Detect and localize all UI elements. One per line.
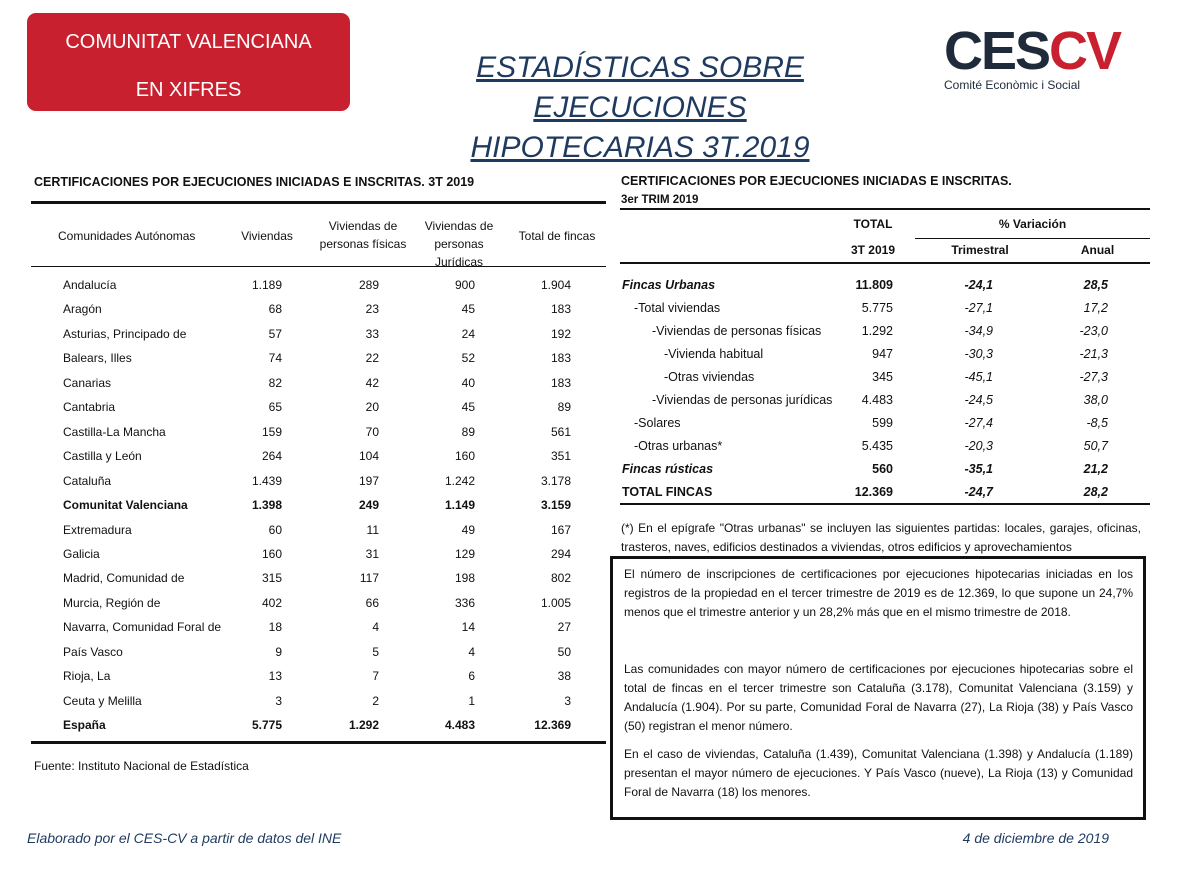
row-value: 4 — [372, 620, 379, 635]
row-label: Fincas rústicas — [622, 462, 714, 477]
row-value-total: 4.483 — [861, 393, 893, 408]
row-label: -Otras urbanas* — [634, 439, 723, 454]
source-note: Fuente: Instituto Nacional de Estadística — [34, 759, 249, 773]
row-value-anual: -23,0 — [1079, 324, 1108, 339]
col-header-anual: Anual — [1080, 243, 1115, 257]
col-header-viviendas: Viviendas — [241, 229, 293, 243]
row-value: 198 — [454, 571, 475, 586]
row-value: 6 — [468, 669, 475, 684]
row-value: 38 — [557, 669, 571, 684]
table-row — [620, 298, 1150, 321]
col-header-total-fincas: Total de fincas — [518, 229, 596, 243]
row-value-total: 947 — [872, 347, 893, 362]
cescv-logo — [944, 21, 1121, 104]
row-value-anual: 28,2 — [1083, 485, 1108, 500]
row-value: 7 — [372, 669, 379, 684]
row-value: 900 — [454, 278, 475, 292]
row-value: 1.005 — [540, 595, 571, 610]
table-row — [31, 297, 606, 321]
row-value: 70 — [365, 424, 379, 439]
row-label: Aragón — [63, 302, 102, 317]
logo-mark — [944, 21, 1121, 81]
row-value: 22 — [365, 351, 379, 366]
row-value-trim: -27,1 — [964, 301, 993, 316]
row-value-anual: 17,2 — [1083, 301, 1108, 316]
row-label: País Vasco — [63, 644, 123, 659]
row-value-total: 599 — [872, 416, 893, 431]
row-value: 5 — [372, 644, 379, 659]
row-value-anual: 21,2 — [1083, 462, 1108, 477]
col-header-variacion: % Variación — [998, 217, 1067, 231]
col-header-juridicas-line2: personas Jurídicas — [434, 237, 484, 269]
row-value-total: 12.369 — [854, 485, 893, 500]
row-value: 183 — [550, 375, 571, 390]
col-header-comunidades: Comunidades Autónomas — [58, 229, 196, 243]
row-value: 167 — [550, 522, 571, 537]
row-label: -Vivienda habitual — [664, 347, 764, 362]
row-label: -Viviendas de personas jurídicas — [652, 393, 833, 408]
badge-line-2: EN XIFRES — [135, 79, 242, 101]
row-label: Navarra, Comunidad Foral de — [63, 620, 222, 635]
table-row — [31, 689, 606, 713]
summary-paragraph-2: Las comunidades con mayor número de certificaciones por ejecuciones hipotecarias sobre el total de fincas en el tercer trimestre son Cataluña (3.178), Comunitat Valenciana (3.159) y Andalucía (1.904). Por su parte, Comunidad Foral de Navarra (27), La Rioja (38) y País Vasco (50) registran el menor número. — [624, 662, 1133, 733]
table-row — [31, 615, 606, 639]
row-label: Madrid, Comunidad de — [63, 571, 185, 586]
row-value-total: 560 — [872, 462, 893, 477]
row-value: 160 — [261, 546, 282, 561]
row-value: 89 — [557, 400, 571, 415]
col-header-juridicas-line1: Viviendas de — [424, 219, 494, 233]
row-label: España — [63, 718, 106, 733]
right-table-mid-rule — [915, 238, 1150, 239]
summary-box — [610, 556, 1146, 820]
row-value-trim: -20,3 — [964, 439, 993, 454]
row-value-trim: -30,3 — [964, 347, 993, 362]
table-row — [31, 542, 606, 566]
table-row — [31, 493, 606, 517]
row-value-anual: 38,0 — [1083, 393, 1108, 408]
row-value: 249 — [358, 498, 379, 513]
row-value: 65 — [268, 400, 282, 415]
right-table-title: CERTIFICACIONES POR EJECUCIONES INICIADAS E INSCRITAS. — [621, 174, 1012, 188]
row-value-trim: -35,1 — [964, 462, 993, 477]
otras-urbanas-note: (*) En el epígrafe "Otras urbanas" se incluyen las siguientes partidas: locales, garajes, oficinas, trasteros, naves, edificios destinados a viviendas, otros edificios y aprovechamientos — [621, 521, 1141, 554]
row-value: 57 — [268, 326, 282, 341]
row-label: Asturias, Principado de — [63, 326, 187, 341]
row-value: 2 — [372, 693, 379, 708]
left-table-header-rule — [31, 266, 606, 267]
row-value-trim: -27,4 — [964, 416, 993, 431]
row-value: 45 — [461, 302, 475, 317]
title-line-2: HIPOTECARIAS 3T.2019 — [470, 131, 810, 164]
row-value: 104 — [358, 449, 379, 464]
col-header-juridicas — [409, 217, 509, 271]
row-value: 4 — [468, 644, 475, 659]
logo-ces: CES — [944, 21, 1050, 81]
row-value: 40 — [461, 375, 475, 390]
row-value: 129 — [454, 546, 475, 561]
row-value: 45 — [461, 400, 475, 415]
row-label: Galicia — [63, 546, 100, 561]
summary-paragraph-1: El número de inscripciones de certificaciones por ejecuciones hipotecarias iniciadas en los registros de la propiedad en el tercer trimestre de 2019 es de 12.369, lo que supone un 24,7% menos que el trimestre anterior y un 28,2% más que en el mismo trimestre de 2018. — [624, 567, 1133, 619]
table-row — [620, 344, 1150, 367]
row-value-trim: -34,9 — [964, 324, 993, 339]
row-value: 315 — [261, 571, 282, 586]
row-value-trim: -45,1 — [964, 370, 993, 385]
region-badge — [27, 13, 350, 111]
table-row — [620, 436, 1150, 459]
row-value: 66 — [365, 595, 379, 610]
row-label: TOTAL FINCAS — [622, 485, 713, 500]
table-row — [31, 566, 606, 590]
row-value: 42 — [365, 375, 379, 390]
row-value: 50 — [557, 644, 571, 659]
row-value: 9 — [275, 644, 282, 659]
right-table-subtitle: 3er TRIM 2019 — [621, 194, 699, 206]
badge-line-1: COMUNITAT VALENCIANA — [65, 31, 312, 53]
row-value: 89 — [461, 424, 475, 439]
row-value: 336 — [454, 595, 475, 610]
table-row — [620, 459, 1150, 482]
row-value: 60 — [268, 522, 282, 537]
row-value: 160 — [454, 449, 475, 464]
row-value: 351 — [550, 449, 571, 464]
table-row — [620, 413, 1150, 436]
row-value: 561 — [550, 424, 571, 439]
row-value-trim: -24,7 — [964, 485, 993, 500]
row-value: 52 — [461, 351, 475, 366]
row-value: 13 — [268, 669, 282, 684]
row-label: Balears, Illes — [63, 351, 132, 366]
row-label: -Solares — [634, 416, 681, 431]
row-label: -Otras viviendas — [664, 370, 755, 385]
col-header-fisicas-line1: Viviendas de — [328, 219, 398, 233]
row-label: Murcia, Región de — [63, 595, 161, 610]
row-label: Castilla y León — [63, 449, 142, 464]
summary-paragraph-3: En el caso de viviendas, Cataluña (1.439), Comunitat Valenciana (1.398) y Andalucía (1.189) presentan el mayor número de ejecuciones. Y País Vasco (nueve), La Rioja (13) y Comunidad Foral de Navarra (18) los menores. — [624, 747, 1133, 799]
table-row — [31, 346, 606, 370]
table-row — [31, 273, 606, 297]
row-value-trim: -24,5 — [964, 393, 993, 408]
row-value: 1.904 — [540, 278, 571, 292]
row-value: 3.159 — [540, 498, 571, 513]
row-label: Cataluña — [63, 473, 112, 488]
logo-subtitle: Comité Econòmic i Social — [944, 78, 1081, 92]
col-header-period: 3T 2019 — [850, 243, 896, 257]
row-value: 1 — [468, 693, 475, 708]
table-row — [620, 321, 1150, 344]
row-value: 264 — [261, 449, 282, 464]
row-value-anual: -8,5 — [1086, 416, 1108, 431]
row-label: -Total viviendas — [634, 301, 721, 316]
row-value: 3 — [275, 693, 282, 708]
table-row — [31, 469, 606, 493]
row-value: 3.178 — [540, 473, 571, 488]
row-value: 402 — [261, 595, 282, 610]
row-value: 68 — [268, 302, 282, 317]
row-value: 802 — [550, 571, 571, 586]
footer-credit: Elaborado por el CES-CV a partir de datos del INE — [27, 830, 342, 846]
row-value-total: 11.809 — [855, 278, 893, 292]
right-table-bottom-rule — [620, 503, 1150, 505]
row-value: 192 — [550, 326, 571, 341]
table-row — [620, 390, 1150, 413]
row-label: Extremadura — [63, 522, 132, 537]
row-label: Comunitat Valenciana — [63, 498, 188, 513]
row-label: Castilla-La Mancha — [63, 424, 166, 439]
row-value: 14 — [461, 620, 475, 635]
row-value-anual: -27,3 — [1079, 370, 1108, 385]
table-row — [31, 395, 606, 419]
page-title — [386, 48, 894, 168]
right-table-header-rule — [620, 262, 1150, 264]
row-value: 1.398 — [251, 498, 282, 513]
row-value: 11 — [366, 522, 379, 537]
row-value-anual: 50,7 — [1083, 439, 1108, 454]
table-row — [620, 275, 1150, 298]
table-row — [31, 518, 606, 542]
row-value: 18 — [268, 620, 282, 635]
row-value: 20 — [365, 400, 379, 415]
col-header-fisicas — [318, 217, 408, 253]
row-value-total: 1.292 — [861, 324, 893, 339]
row-label: -Viviendas de personas físicas — [652, 324, 822, 339]
row-value: 183 — [550, 302, 571, 317]
row-label: Ceuta y Melilla — [63, 693, 142, 708]
col-header-total: TOTAL — [853, 217, 893, 231]
row-value: 74 — [268, 351, 282, 366]
table-row — [31, 444, 606, 468]
row-value: 33 — [365, 326, 379, 341]
row-label: Andalucía — [63, 278, 117, 292]
row-value-total: 5.775 — [861, 301, 893, 316]
row-label: Canarias — [63, 375, 112, 390]
row-value: 31 — [365, 546, 379, 561]
table-row — [620, 482, 1150, 505]
row-label: Rioja, La — [63, 669, 111, 684]
row-value: 24 — [461, 326, 475, 341]
row-value: 49 — [461, 522, 475, 537]
table-row — [31, 664, 606, 688]
row-value: 159 — [261, 424, 282, 439]
row-value-anual: 28,5 — [1083, 278, 1108, 292]
table-row — [31, 640, 606, 664]
row-value-trim: -24,1 — [964, 278, 993, 292]
row-value: 1.292 — [348, 718, 379, 733]
col-header-trimestral: Trimestral — [951, 243, 1009, 257]
row-value: 1.242 — [444, 473, 475, 488]
table-row — [31, 420, 606, 444]
title-line-1: ESTADÍSTICAS SOBRE EJECUCIONES — [476, 51, 804, 124]
row-value: 1.149 — [444, 498, 475, 513]
row-value: 289 — [358, 278, 379, 292]
row-value: 294 — [550, 546, 571, 561]
table-row — [31, 591, 606, 615]
row-value: 4.483 — [444, 718, 475, 733]
row-value-total: 5.435 — [861, 439, 893, 454]
row-value: 23 — [365, 302, 379, 317]
right-table-top-rule — [620, 208, 1150, 210]
col-header-fisicas-line2: personas físicas — [319, 237, 407, 251]
row-value: 1.439 — [251, 473, 282, 488]
row-value: 3 — [564, 693, 571, 708]
row-value: 1.189 — [251, 278, 282, 292]
row-label: Cantabria — [63, 400, 116, 415]
table-row — [31, 322, 606, 346]
left-table-bottom-rule — [31, 741, 606, 744]
left-table-title: CERTIFICACIONES POR EJECUCIONES INICIADAS E INSCRITAS. 3T 2019 — [34, 175, 475, 189]
row-value-anual: -21,3 — [1079, 347, 1108, 362]
row-value-total: 345 — [872, 370, 893, 385]
table-row — [620, 367, 1150, 390]
row-value: 183 — [550, 351, 571, 366]
row-value: 82 — [268, 375, 282, 390]
row-value: 5.775 — [251, 718, 282, 733]
row-value: 27 — [557, 620, 571, 635]
row-value: 12.369 — [534, 718, 571, 733]
row-value: 197 — [358, 473, 379, 488]
logo-cv: CV — [1049, 21, 1121, 81]
left-table-top-rule — [31, 201, 606, 204]
row-label: Fincas Urbanas — [622, 278, 716, 292]
table-row — [31, 371, 606, 395]
row-value: 117 — [359, 571, 379, 586]
table-row — [31, 713, 606, 737]
footer-date: 4 de diciembre de 2019 — [962, 830, 1109, 846]
